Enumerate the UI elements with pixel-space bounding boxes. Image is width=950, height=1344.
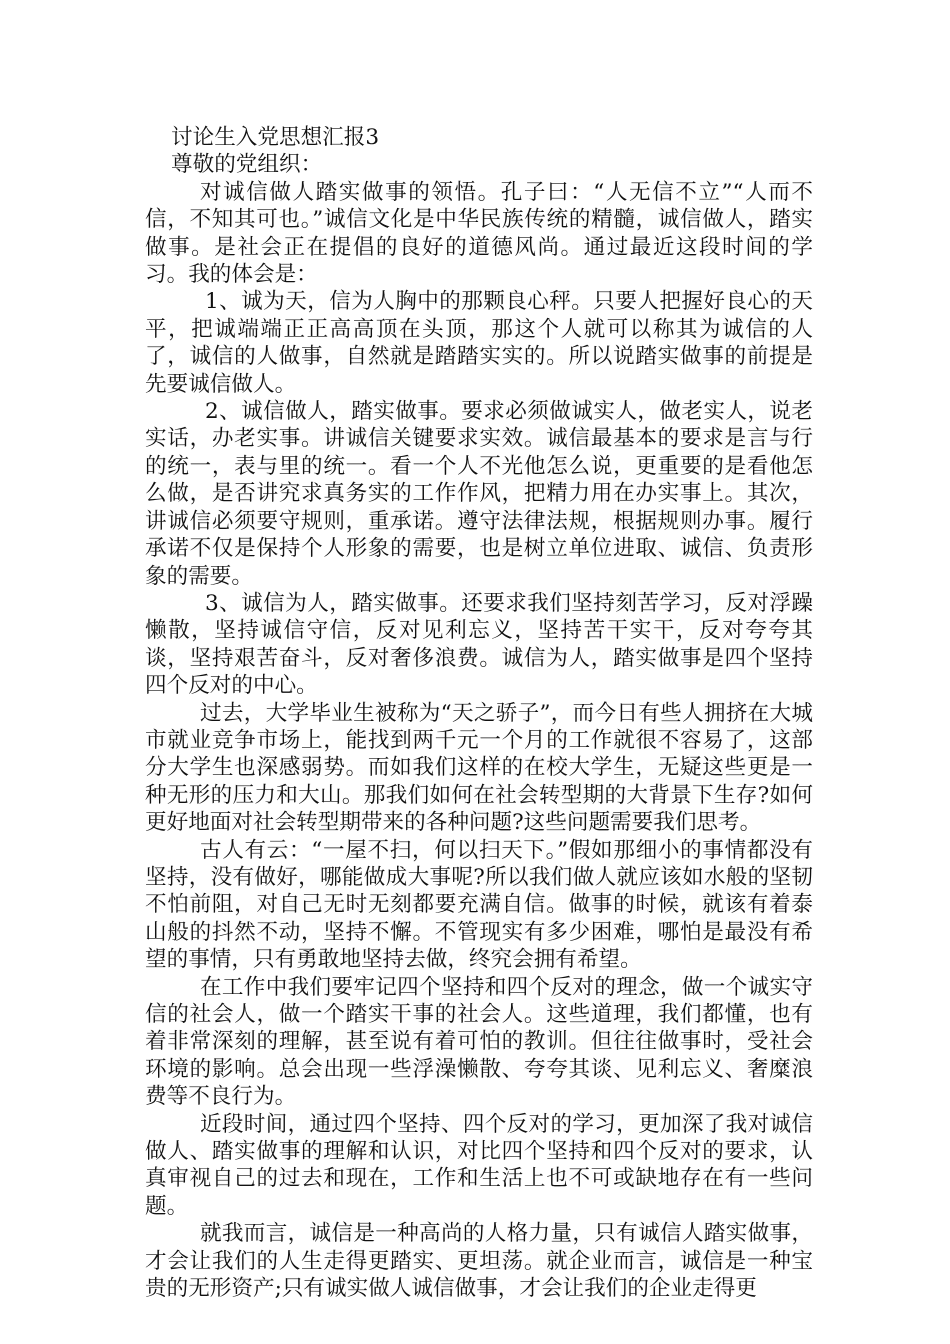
paragraph-point-3: 3、诚信为人，踏实做事。还要求我们坚持刻苦学习，反对浮躁懒散，坚持诚信守信，反对见利忘义，坚持苦干实干，反对夸夸其谈，坚持艰苦奋斗，反对奢侈浪费。诚信为人，踏实做事是四个坚持四个反对的中心。 [145,590,813,699]
paragraph-work-principles: 在工作中我们要牢记四个坚持和四个反对的理念，做一个诚实守信的社会人，做一个踏实干事的社会人。这些道理，我们都懂，也有着非常深刻的理解，甚至说有着可怕的教训。但往往做事时，受社会环境的影响。总会出现一些浮澡懒散、夸夸其谈、见利忘义、奢糜浪费等不良行为。 [145,974,813,1110]
paragraph-ancient-saying: 古人有云：“一屋不扫，何以扫天下。”假如那细小的事情都没有坚持，没有做好，哪能做成大事呢?所以我们做人就应该如水般的坚韧不怕前阻，对自己无时无刻都要充满自信。做事的时候，就该有着泰山般的抖然不动，坚持不懈。不管现实有多少困难，哪怕是最没有希望的事情，只有勇敢地坚持去做，终究会拥有希望。 [145,837,813,973]
paragraph-recent-study: 近段时间，通过四个坚持、四个反对的学习，更加深了我对诚信做人、踏实做事的理解和认识，对比四个坚持和四个反对的要求，认真审视自己的过去和现在，工作和生活上也不可或缺地存在有一些问题。 [145,1111,813,1219]
salutation: 尊敬的党组织： [171,152,323,178]
paragraph-intro: 对诚信做人踏实做事的领悟。孔子曰：“人无信不立”“人而不信，不知其可也。”诚信文化是中华民族传统的精髓，诚信做人，踏实做事。是社会正在提倡的良好的道德风尚。通过最近这段时间的学习。我的体会是： [145,179,813,288]
paragraph-conclusion: 就我而言，诚信是一种高尚的人格力量，只有诚信人踏实做事，才会让我们的人生走得更踏实、更坦荡。就企业而言，诚信是一种宝贵的无形资产;只有诚实做人诚信做事，才会让我们的企业走得更 [145,1221,813,1302]
paragraph-point-1: 1、诚为天，信为人胸中的那颗良心秤。只要人把握好良心的天平，把诚端端正正高高顶在头顶，那这个人就可以称其为诚信的人了，诚信的人做事，自然就是踏踏实实的。所以说踏实做事的前提是先要诚信做人。 [145,289,813,397]
document-title: 讨论生入党思想汇报3 [171,125,380,150]
paragraph-graduates: 过去，大学毕业生被称为“天之骄子”，而今日有些人拥挤在大城市就业竞争市场上，能找到两千元一个月的工作就很不容易了，这部分大学生也深感弱势。而如我们这样的在校大学生，无疑这些更是一种无形的压力和大山。那我们如何在社会转型期的大背景下生存?如何更好地面对社会转型期带来的各种问题?这些问题需要我们思考。 [145,700,813,836]
document-page [145,124,813,1302]
paragraph-point-2: 2、诚信做人，踏实做事。要求必须做诚实人，做老实人，说老实话，办老实事。讲诚信关键要求实效。诚信最基本的要求是言与行的统一，表与里的统一。看一个人不光他怎么说，更重要的是看他怎么做，是否讲究求真务实的工作作风，把精力用在办实事上。其次，讲诚信必须要守规则，重承诺。遵守法律法规，根据规则办事。履行承诺不仅是保持个人形象的需要，也是树立单位进取、诚信、负责形象的需要。 [145,399,813,589]
